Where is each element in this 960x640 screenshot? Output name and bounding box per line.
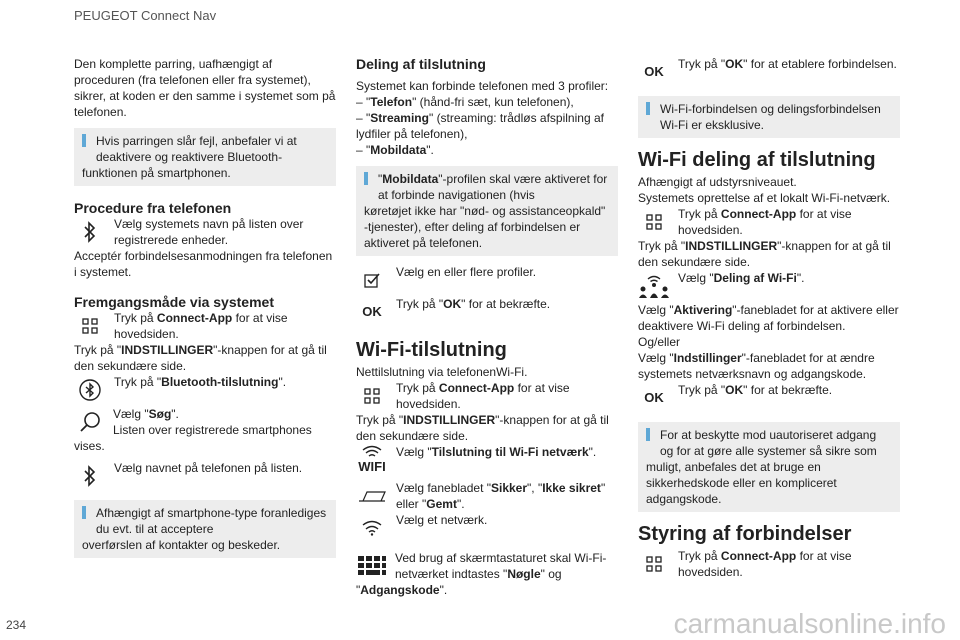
column-3 (638, 56, 900, 580)
step-wifi-settings: Tryk på "INDSTILLINGER"-knappen for at gå til den sekundære side. (356, 413, 609, 443)
apps-grid-icon (638, 548, 670, 580)
wifi-sharing-icon (638, 270, 670, 302)
apps-grid-icon (638, 206, 670, 238)
profile-streaming: – "Streaming" (streaming: trådløs afspilning af lydfiler på telefonen), (356, 111, 604, 141)
step-share-settings-tab: Vælg "Indstillinger"-fanebladet for at ændre systemets netværksnavn og adgangskode. (638, 351, 875, 381)
step-share-activation: Vælg "Aktivering"-fanebladet for at aktivere eller deaktivere Wi-Fi deling af forbindelsen. (638, 303, 899, 333)
info-icon (364, 172, 368, 185)
step-wifi-keyboard: Ved brug af skærmtastaturet skal Wi-Fi-netværket indtastes "Nøgle" og "Adgangskode". (356, 551, 607, 597)
wifi-icon (356, 444, 388, 476)
step-ok-establish: OK Tryk på "OK" for at etablere forbindelsen. (638, 56, 900, 88)
ok-icon: OK (362, 304, 382, 319)
tabs-icon (356, 480, 388, 512)
step-connect-app: Tryk på Connect-App for at vise hovedsiden. (74, 310, 336, 342)
step-wifi-select: Vælg et netværk. (356, 512, 618, 544)
step-choose-profiles: Vælg en eller flere profiler. (356, 264, 618, 296)
running-header: PEUGEOT Connect Nav (74, 8, 217, 23)
bluetooth-circle-icon (74, 374, 106, 406)
step-share-connect-app: Tryk på Connect-App for at vise hovedsiden. (638, 206, 900, 238)
note-security: For at beskytte mod uautoriseret adgang og for at gøre alle systemer så sikre som muligt, anbefales det at bruge en sikkerhedskode eller en kompliceret adgangskode. (638, 422, 900, 512)
profile-mobildata: – "Mobildata". (356, 143, 434, 157)
wifi-intro: Nettilslutning via telefonenWi-Fi. (356, 365, 528, 379)
wifi-icon-label: WIFI (358, 459, 386, 474)
step-bluetooth-connection: Tryk på "Bluetooth-tilslutning". (74, 374, 336, 406)
step-manage-connect-app: Tryk på Connect-App for at vise hovedsiden. (638, 548, 900, 580)
note-wifi-exclusive: Wi-Fi-forbindelsen og delingsforbindelsen Wi-Fi er eksklusive. (638, 96, 900, 138)
and-or-text: Og/eller (638, 335, 681, 349)
column-1 (74, 56, 336, 558)
step-wifi-network: WIFI Vælg "Tilslutning til Wi-Fi netværk". (356, 444, 618, 476)
step-search: Vælg "Søg". Listen over registrerede smartphones vises. (74, 407, 312, 453)
section-heading-phone: Procedure fra telefonen (74, 200, 232, 216)
step-ok-confirm: OK Tryk på "OK" for at bekræfte. (356, 296, 618, 328)
section-heading-wifi-share: Wi-Fi deling af tilslutning (638, 149, 876, 171)
ok-icon: OK (644, 390, 664, 405)
step-share-wifi: Vælg "Deling af Wi-Fi". (638, 270, 900, 302)
step-select-phone: Vælg navnet på telefonen på listen. (74, 460, 336, 492)
profile-telefon: – "Telefon" (hånd-fri sæt, kun telefonen), (356, 95, 574, 109)
dep-text: Afhængigt af udstyrsniveauet. (638, 175, 797, 189)
column-2 (356, 56, 618, 598)
section-heading-system: Fremgangsmåde via systemet (74, 294, 274, 310)
step-settings: Tryk på "INDSTILLINGER"-knappen for at gå til den sekundære side. (74, 343, 327, 373)
dep2-text: Systemets oprettelse af et lokalt Wi-Fi-netværk. (638, 191, 891, 205)
section-heading-manage: Styring af forbindelser (638, 523, 852, 545)
note-pairing-failure: Hvis parringen slår fejl, anbefaler vi at deaktivere og reaktivere Bluetooth- funktionen på smartphonen. (74, 128, 336, 186)
wifi-signal-icon (356, 512, 388, 544)
info-icon (82, 134, 86, 147)
watermark: carmanualsonline.info (673, 608, 946, 639)
note-mobildata: "Mobildata"-profilen skal være aktiveret for at forbinde navigationen (hvis køretøjet ikke har "nød- og assistanceopkald" -tjenester), efter deling af forbindelsen er aktiveret på telefonen. (356, 166, 618, 256)
note-contacts-transfer: Afhængigt af smartphone-type foranlediges du evt. til at acceptere overførslen af kontakter og beskeder. (74, 500, 336, 558)
checkbox-icon (356, 264, 388, 296)
bluetooth-icon (74, 460, 106, 492)
share-intro: Systemet kan forbinde telefonen med 3 profiler: (356, 79, 609, 93)
search-icon (74, 406, 106, 438)
keyboard-icon (356, 550, 388, 582)
info-icon (82, 506, 86, 519)
phone-accept-text: Acceptér forbindelsesanmodningen fra telefonen i systemet. (74, 249, 333, 279)
section-heading-share: Deling af tilslutning (356, 56, 486, 72)
ok-icon: OK (644, 64, 664, 79)
bluetooth-icon (74, 216, 106, 248)
page-number: 234 (6, 618, 27, 632)
step-wifi-tabs: Vælg fanebladet "Sikker", "Ikke sikret" eller "Gemt". (356, 480, 618, 512)
intro-text: Den komplette parring, uafhængigt af proceduren (fra telefonen eller fra systemet), sikrer, at koden er den samme i systemet som på telefonen. (74, 57, 336, 119)
apps-grid-icon (356, 380, 388, 412)
apps-grid-icon (74, 310, 106, 342)
info-icon (646, 102, 650, 115)
section-heading-wifi: Wi-Fi-tilslutning (356, 339, 507, 361)
step-phone-select: Vælg systemets navn på listen over registrerede enheder. (74, 216, 336, 248)
info-icon (646, 428, 650, 441)
step-share-settings: Tryk på "INDSTILLINGER"-knappen for at gå til den sekundære side. (638, 239, 891, 269)
step-wifi-connect-app: Tryk på Connect-App for at vise hovedsiden. (356, 380, 618, 412)
step-share-ok: OK Tryk på "OK" for at bekræfte. (638, 382, 900, 414)
